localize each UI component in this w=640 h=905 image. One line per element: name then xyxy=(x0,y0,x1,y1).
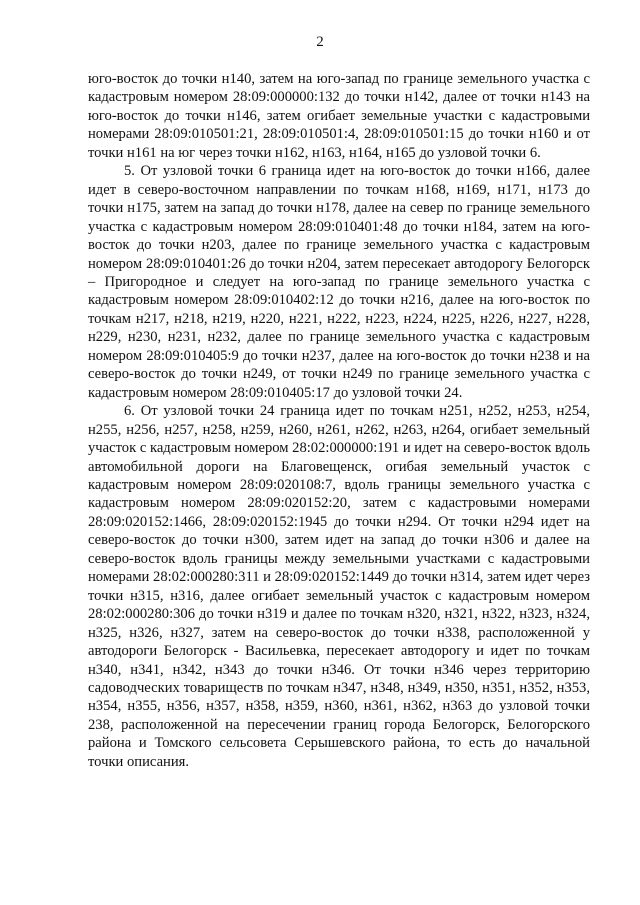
paragraph-section-6: 6. От узловой точки 24 граница идет по точкам н251, н252, н253, н254, н255, н256, н257, н258, н259, н260, н261, н262, н263, н264, огибает земельный участок с кадастровым номером 28:02:000000:191 и идет на северо-восток вдоль автомобильной дороги на Благовещенск, огибая земельный участок с кадастровым номером 28:09:020108:7, вдоль границы земельного участка с кадастровым номером 28:09:020152:20, затем с кадастровыми номерами 28:09:020152:1466, 28:09:020152:1945 до точки н294. От точки н294 идет на северо-восток до точки н300, затем идет на запад до точки н306 и далее на северо-восток вдоль границы между земельными участками с кадастровыми номерами 28:02:000280:311 и 28:09:020152:1449 до точки н314, затем идет через точки н315, н316, далее огибает земельный участок с кадастровым номером 28:02:000280:306 до точки н319 и далее по точкам н320, н321, н322, н323, н324, н325, н326, н327, затем на северо-восток до точки н338, расположенной у автодороги Белогорск - Васильевка, пересекает автодорогу и идет по точкам н340, н341, н342, н343 до точки н346. От точки н346 через территорию садоводческих товариществ по точкам н347, н348, н349, н350, н351, н352, н353, н354, н355, н356, н357, н358, н359, н360, н361, н362, н363 до узловой точки 238, расположенной на пересечении границ города Белогорск, Белогорского района и Томского сельсовета Серышевского района, то есть до начальной точки описания. xyxy=(88,403,590,770)
document-body xyxy=(88,70,590,771)
paragraph-section-5: 5. От узловой точки 6 граница идет на юго-восток до точки н166, далее идет в северо-восточном направлении по точкам н168, н169, н171, н173 до точки н175, затем на запад до точки н178, далее на север по границе земельного участка с кадастровым номером 28:09:010401:48 до точки н184, затем на юго-восток до точки н203, далее по границе земельного участка с кадастровым номером 28:09:010401:26 до точки н204, затем пересекает автодорогу Белогорск – Пригородное и следует на юго-запад по границе земельного участка с кадастровым номером 28:09:010402:12 до точки н216, далее на юго-восток по точкам н217, н218, н219, н220, н221, н222, н223, н224, н225, н226, н227, н228, н229, н230, н231, н232, далее по границе земельного участка с кадастровым номером 28:09:010405:9 до точки н237, далее на юго-восток до точки н238 и на северо-восток до точки н249, от точки н249 по границе земельного участка с кадастровым номером 28:09:010405:17 до узловой точки 24. xyxy=(88,163,590,401)
page-number: 2 xyxy=(316,34,324,50)
paragraph-continuation: юго-восток до точки н140, затем на юго-запад по границе земельного участка с кадастровым номером 28:09:000000:132 до точки н142, далее от точки н143 на юго-восток до точки н146, затем огибает земельные участки с кадастровыми номерами 28:09:010501:21, 28:09:010501:4, 28:09:010501:15 до точки н160 и от точки н161 на юг через точки н162, н163, н164, н165 до узловой точки 6. xyxy=(88,71,590,161)
